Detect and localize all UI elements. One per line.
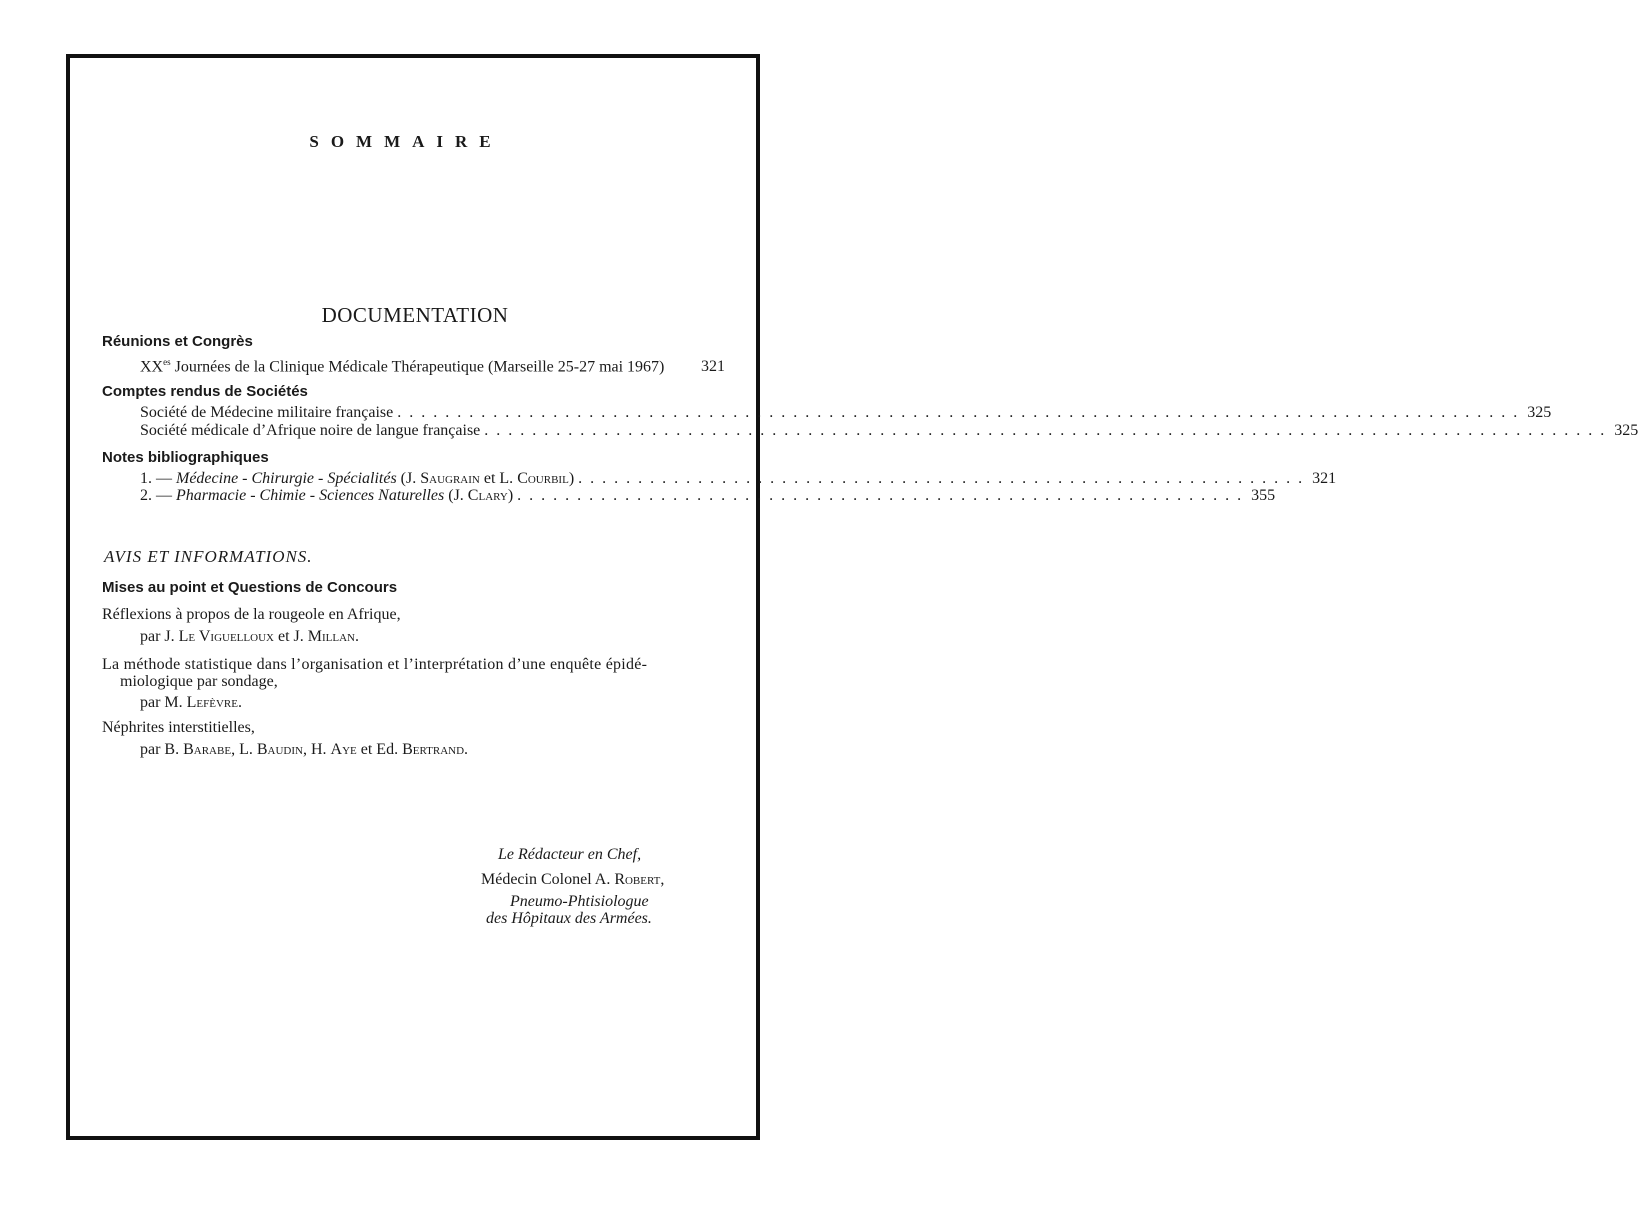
signature-specialty: Pneumo-Phtisiologue — [510, 893, 649, 910]
article-title-rougeole: Réflexions à propos de la rougeole en Afrique, — [102, 606, 401, 623]
toc-page-number: 321 — [701, 358, 725, 376]
toc-page-number: 355 — [1251, 487, 1276, 504]
article-title-nephrites: Néphrites interstitielles, — [102, 719, 255, 736]
toc-page-number: 321 — [1312, 470, 1337, 487]
article-authors-methode: par M. Lefèvre. — [140, 694, 242, 711]
article-authors-rougeole: par J. Le Viguelloux et J. Millan. — [140, 628, 359, 645]
toc-entry-pharmacie-chimie: 2. — Pharmacie - Chimie - Sciences Naturelles (J. Clary) . . . . . . . . . . . . . . . . . . . . . . . . . . . . . . . . . . . . . . . . . . . . . . . . . . . . . . . . . . . . . 355 — [140, 487, 1276, 504]
heading-reunions: Réunions et Congrès — [102, 333, 253, 350]
heading-mises-au-point: Mises au point et Questions de Concours — [102, 579, 398, 596]
signature-affiliation: des Hôpitaux des Armées. — [486, 910, 652, 927]
signature-name: Médecin Colonel A. Robert, — [481, 871, 665, 888]
documentation-title: DOCUMENTATION — [321, 303, 509, 327]
article-title-methode-line1: La méthode statistique dans l’organisation et l’interprétation d’une enquête épidé- — [102, 656, 648, 673]
toc-entry-societe-medicale-afrique: Société médicale d’Afrique noire de langue française . . . . . . . . . . . . . . . . . . . . . . . . . . . . . . . . . . . . . . . . . . . . . . . . . . . . . . . . . . . . . . . . . . . . . . . . . . . . . . . . . . . . . . . . . . . . . . 325 — [140, 422, 1638, 439]
sommaire-title: SOMMAIRE — [309, 132, 503, 151]
toc-page-number: 325 — [1614, 422, 1638, 439]
heading-notes-bibliographiques: Notes bibliographiques — [102, 449, 269, 466]
dot-leader: . . . . . . . . . . . . . . . . . . . . . . . . . . . . . . . . . . . . . . . . . . . . . . . . . . . . . . . . . . . . . — [578, 470, 1305, 487]
toc-entry-journees — [140, 357, 725, 376]
toc-entry-medecine-chirurgie: 1. — Médecine - Chirurgie - Spécialités (J. Saugrain et L. Courbil) . . . . . . . . . . . . . . . . . . . . . . . . . . . . . . . . . . . . . . . . . . . . . . . . . . . . . . . . . . . . . 321 — [140, 470, 1337, 487]
article-authors-nephrites: par B. Barabe, L. Baudin, H. Aye et Ed. Bertrand. — [140, 741, 469, 758]
article-title-methode-line2: miologique par sondage, — [120, 673, 278, 690]
heading-avis-informations: AVIS ET INFORMATIONS. — [104, 547, 313, 566]
heading-comptes-rendus: Comptes rendus de Sociétés — [102, 383, 308, 400]
dot-leader: . . . . . . . . . . . . . . . . . . . . . . . . . . . . . . . . . . . . . . . . . . . . . . . . . . . . . . . . . . . . . . . . . . . . . . . . . . . . . . . . . . . . . . . . . . . . . . — [484, 422, 1607, 439]
toc-entry-text: $XX^{es}$ Journées de la Clinique Médicale Thérapeutique (Marseille 25-27 mai 1967) — [140, 357, 665, 376]
dot-leader: . . . . . . . . . . . . . . . . . . . . . . . . . . . . . . . . . . . . . . . . . . . . . . . . . . . . . . . . . . . . . . . . . . . . . . . . . . . . . . . . . . . . . . . . . . . . . . — [397, 404, 1520, 421]
toc-page-number: 325 — [1527, 404, 1552, 421]
signature-role: Le Rédacteur en Chef, — [498, 846, 642, 863]
toc-entry-societe-medecine-militaire: Société de Médecine militaire française . . . . . . . . . . . . . . . . . . . . . . . . . . . . . . . . . . . . . . . . . . . . . . . . . . . . . . . . . . . . . . . . . . . . . . . . . . . . . . . . . . . . . . . . . . . . . . 325 — [140, 404, 1552, 421]
dot-leader: . . . . . . . . . . . . . . . . . . . . . . . . . . . . . . . . . . . . . . . . . . . . . . . . . . . . . . . . . . . . . — [517, 487, 1244, 504]
